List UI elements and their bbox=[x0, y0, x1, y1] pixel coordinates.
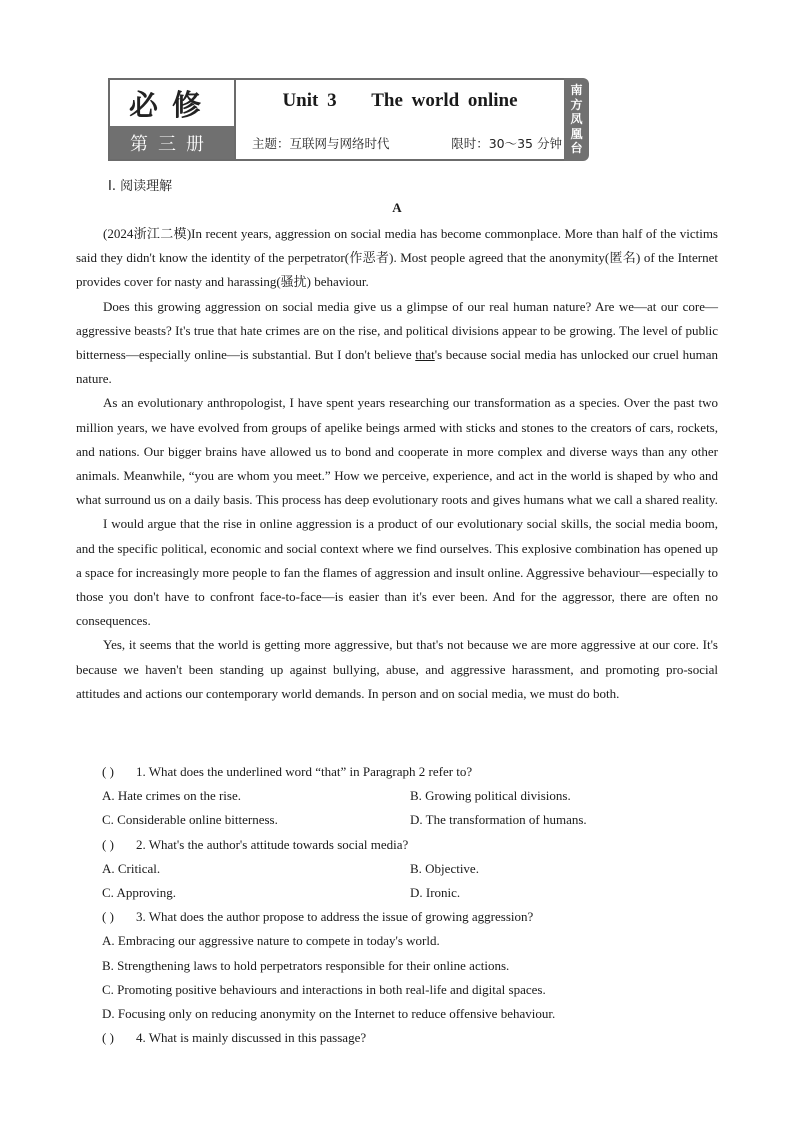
answer-blank[interactable]: ( ) bbox=[102, 1030, 114, 1046]
paragraph-1: (2024浙江二模)In recent years, aggression on social media has become commonplace. More than half of the victims said they didn't know the identity of the perpetrator(作恶者). Most people agreed that the anonymity(匿名) of the Internet provides cover for nasty and harassing(骚扰) behaviour. bbox=[76, 226, 718, 290]
time-limit-text: 限时：30～35 分钟 bbox=[451, 136, 562, 151]
paragraph-5: Yes, it seems that the world is getting more aggressive, but that's not because we are more aggressive at our core. It's because we haven't been standing up against bullying, abuse, and aggressive harassment, and promoting pro-social attitudes and actions our contemporary world demands. In person and on social media, we must do both. bbox=[76, 637, 718, 701]
option-row bbox=[102, 784, 718, 808]
reading-passage bbox=[76, 222, 718, 706]
paragraph-2 bbox=[76, 295, 718, 392]
question-1 bbox=[102, 760, 718, 784]
option-c[interactable]: C. Promoting positive behaviours and interactions in both real-life and digital spaces. bbox=[102, 981, 546, 997]
meta-line bbox=[252, 134, 562, 152]
option-d[interactable]: D. Focusing only on reducing anonymity on the Internet to reduce offensive behaviour. bbox=[102, 1006, 556, 1022]
option-row bbox=[102, 808, 718, 832]
option-c[interactable]: C. Approving. bbox=[102, 885, 177, 901]
paragraph-4: I would argue that the rise in online aggression is a product of our evolutionary social skills, the social media boom, and the specific political, economic and social context where we find ourselves. This explosive combination has opened up a space for increasingly more people to fan the flames of aggression and insult online. Aggressive behaviour—especially to those you don't have to confront face-to-face—is easier than it's ever been. And for the aggressor, there are often no consequences. bbox=[76, 516, 718, 629]
stamp-char: 南 bbox=[570, 83, 583, 98]
section-title: Ⅰ. 阅读理解 bbox=[108, 179, 173, 194]
answer-blank[interactable]: ( ) bbox=[102, 909, 114, 925]
stamp-char: 台 bbox=[570, 141, 583, 156]
tag-required-course: 必修 bbox=[128, 87, 215, 122]
answer-blank[interactable]: ( ) bbox=[102, 836, 114, 852]
option-b[interactable]: B. Objective. bbox=[410, 860, 479, 876]
stamp-char: 凤 bbox=[570, 112, 583, 127]
topic-text: 主题：互联网与网络时代 bbox=[252, 136, 390, 151]
question-stem: 4. What is mainly discussed in this passage? bbox=[136, 1030, 367, 1046]
option-d[interactable]: D. Ironic. bbox=[410, 885, 461, 901]
publisher-stamp bbox=[564, 78, 589, 161]
option-b[interactable]: B. Strengthening laws to hold perpetrators responsible for their online actions. bbox=[102, 957, 510, 973]
option-a[interactable]: A. Embracing our aggressive nature to compete in today's world. bbox=[102, 933, 440, 949]
question-2 bbox=[102, 833, 718, 857]
question-4 bbox=[102, 1026, 718, 1050]
question-3 bbox=[102, 905, 718, 929]
option-a[interactable]: A. Critical. bbox=[102, 860, 161, 876]
paragraph-2-part: 's because social media has unlocked our cruel human nature. bbox=[76, 347, 718, 387]
stamp-char: 凰 bbox=[570, 126, 583, 141]
underlined-word: that bbox=[415, 347, 435, 363]
option-d[interactable]: D. The transformation of humans. bbox=[410, 812, 587, 828]
question-stem: 1. What does the underlined word “that” in Paragraph 2 refer to? bbox=[136, 764, 473, 779]
option-row bbox=[102, 881, 718, 905]
passage-label: A bbox=[392, 200, 402, 215]
title-area bbox=[236, 78, 564, 161]
question-stem: 2. What's the author's attitude towards social media? bbox=[136, 836, 409, 852]
paragraph-3: As an evolutionary anthropologist, I have spent years researching our transformation as a species. Over the past two million years, we have evolved from groups of apelike beings armed with sticks and stones to the creators of cars, rockets, and nations. Our bigger brains have allowed us to bond and cooperate in more complex and diverse ways than any other animals. Meanwhile, “you are whom you meet.” How we perceive, experience, and act in the world is shaped by who and what surround us on a daily basis. This process has deep evolutionary roots and gives humans what we call a shared reality. bbox=[76, 395, 718, 508]
option-row bbox=[102, 857, 718, 881]
unit-banner bbox=[108, 78, 589, 161]
stamp-char: 方 bbox=[570, 97, 583, 112]
option-b[interactable]: B. Growing political divisions. bbox=[410, 788, 571, 804]
paragraph-2-part: Does this growing aggression on social media give us a glimpse of our real human nature? Are we—at our core—aggressive beasts? It's true that hate crimes are on the rise, and political divisions appear to be growing. The level of public bitterness—especially online—is substantial. But I don't believe bbox=[76, 298, 718, 363]
tag-volume: 第三册 bbox=[110, 126, 234, 159]
option-a[interactable]: A. Hate crimes on the rise. bbox=[102, 788, 241, 804]
option-c[interactable]: C. Considerable online bitterness. bbox=[102, 812, 278, 828]
textbook-tag bbox=[108, 78, 236, 161]
unit-title: Unit 3 The world online bbox=[282, 90, 518, 111]
question-stem: 3. What does the author propose to address the issue of growing aggression? bbox=[136, 909, 534, 925]
question-list bbox=[102, 760, 718, 1050]
answer-blank[interactable]: ( ) bbox=[102, 764, 114, 779]
